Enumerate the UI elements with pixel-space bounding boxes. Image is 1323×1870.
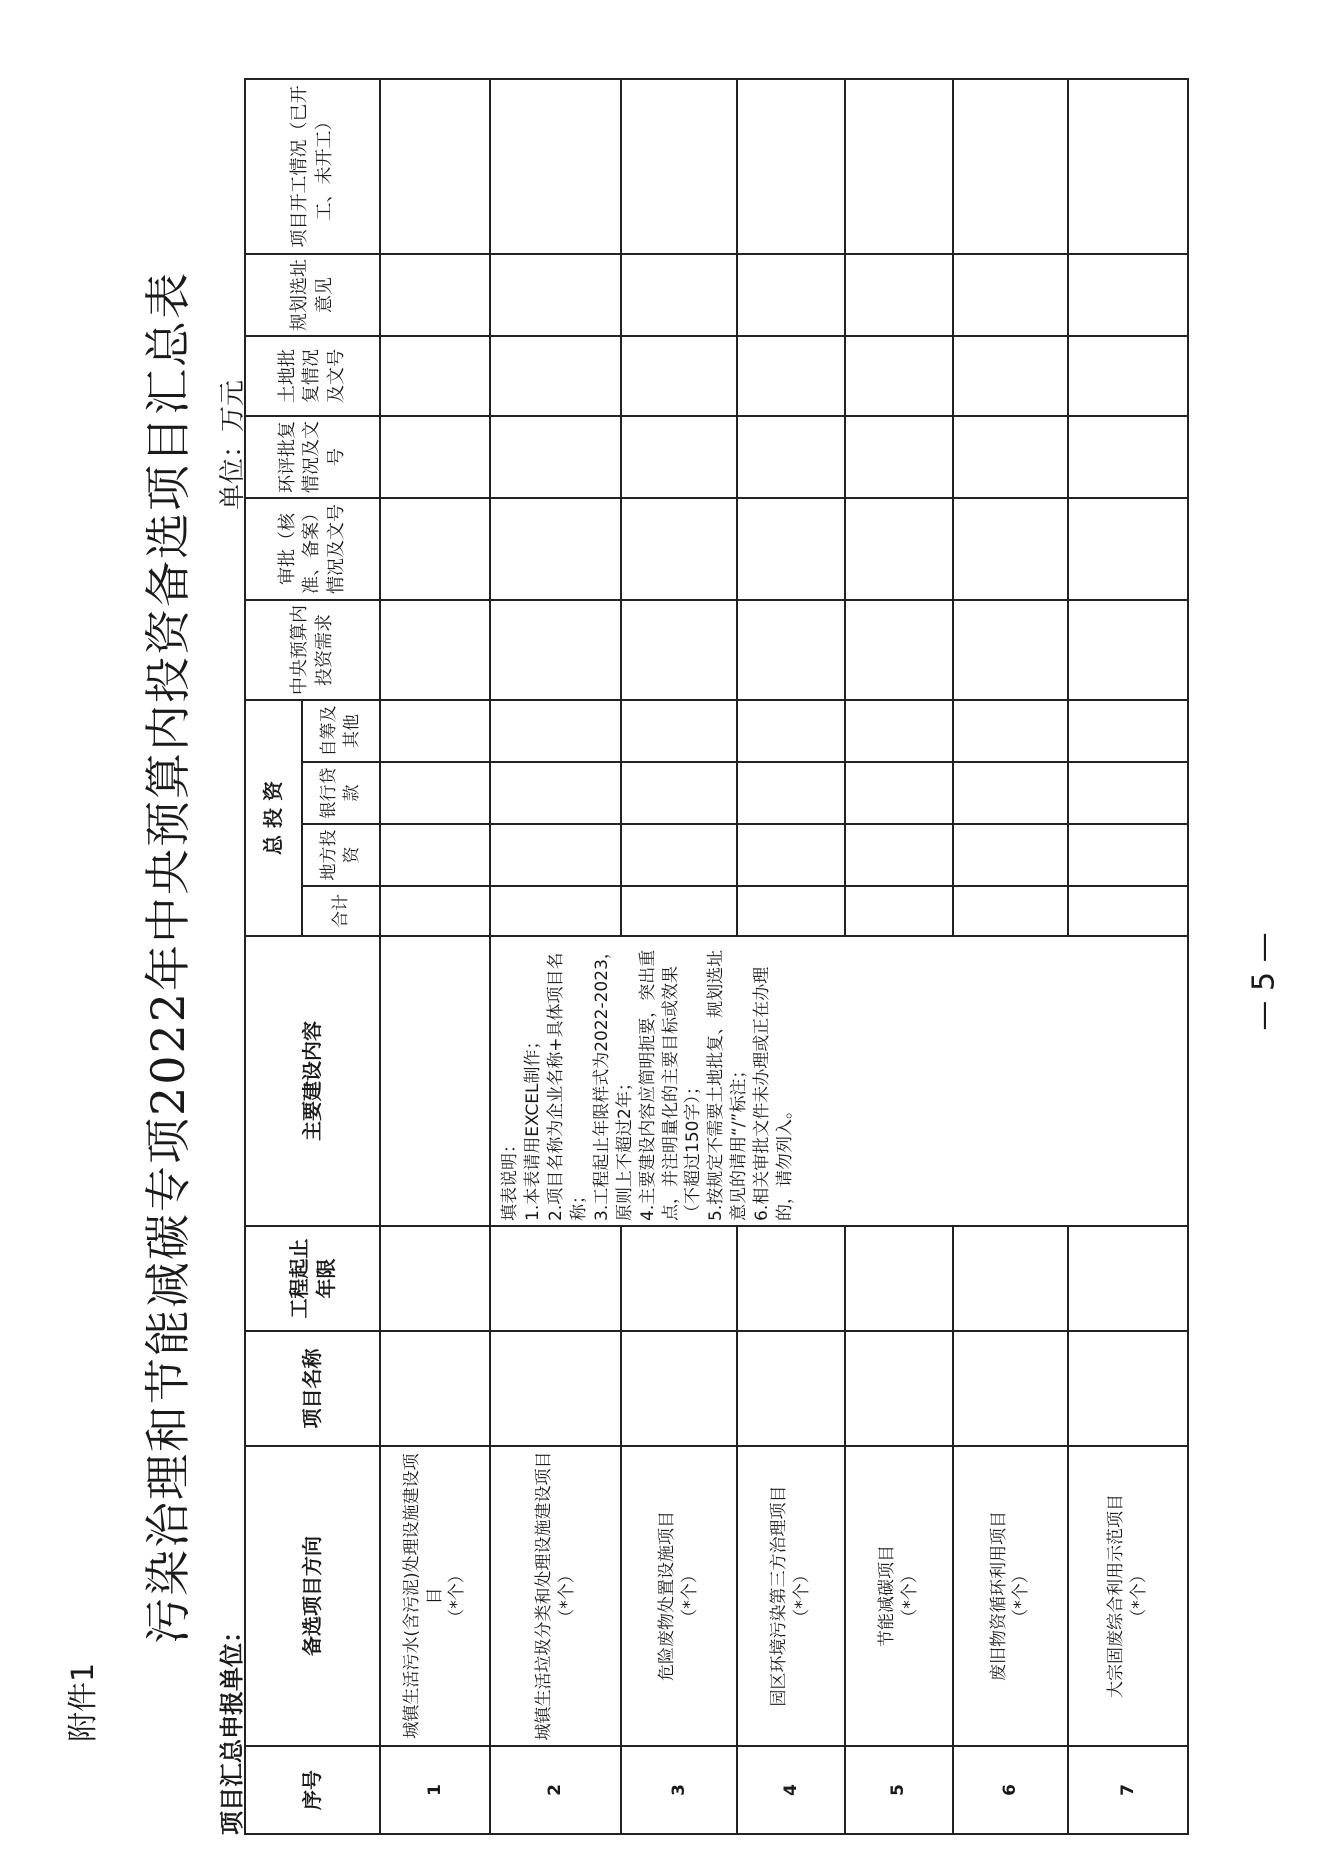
header-direction: 备选项目方向 <box>245 1446 380 1746</box>
header-land: 土地批复情况及文号 <box>245 336 380 416</box>
header-eia: 环评批复情况及文号 <box>245 416 380 498</box>
header-content: 主要建设内容 <box>245 936 380 1226</box>
rotated-sheet <box>134 80 1189 1835</box>
fill-instructions <box>490 936 1188 1226</box>
header-approval: 审批（核准、备案）情况及文号 <box>245 498 380 600</box>
row-seq: 6 <box>953 1746 1069 1834</box>
note-item: 5.按规定不需要土地批复、规划选址意见的请用“/”标注； <box>706 949 750 1221</box>
row-direction: 园区环境污染第三方治理项目 （*个） <box>737 1446 845 1746</box>
page-title: 污染治理和节能减碳专项2022年中央预算内投资备选项目汇总表 <box>141 270 195 1645</box>
header-bank: 银行贷款 <box>302 762 380 824</box>
note-item: 3.工程起止年限样式为2022-2023，原则上不超过2年； <box>591 942 635 1221</box>
note-item: 1.本表请用EXCEL制作； <box>522 1032 543 1221</box>
reporter-label: 项目汇总申报单位： <box>218 1619 246 1835</box>
row-direction: 城镇生活污水(含污泥)处理设施建设项目 （*个） <box>380 1446 490 1746</box>
header-self: 自筹及其他 <box>302 700 380 762</box>
row-direction: 城镇生活垃圾分类和处理设施建设项目 （*个） <box>490 1446 621 1746</box>
header-planning: 规划选址意见 <box>245 254 380 336</box>
table-row <box>490 79 621 1834</box>
table-row <box>380 79 490 1834</box>
note-item: 4.主要建设内容应简明扼要，突出重点，并注明量化的主要目标或效果（不超过150字）； <box>637 949 704 1221</box>
header-project-name: 项目名称 <box>245 1331 380 1446</box>
page-number: — 5 — <box>1246 932 1282 1031</box>
row-seq: 3 <box>621 1746 737 1834</box>
unit-label: 单位：万元 <box>218 380 248 511</box>
header-central: 中央预算内投资需求 <box>245 600 380 700</box>
row-seq: 2 <box>490 1746 621 1834</box>
header-seq: 序号 <box>245 1746 380 1834</box>
header-status: 项目开工情况（已开工、未开工） <box>245 79 380 254</box>
project-summary-table <box>244 78 1189 1835</box>
row-direction: 危险废物处置设施项目 （*个） <box>621 1446 737 1746</box>
row-seq: 7 <box>1068 1746 1188 1834</box>
row-seq: 4 <box>737 1746 845 1834</box>
header-local: 地方投资 <box>302 824 380 886</box>
row-direction: 大宗固废综合利用示范项目 （*个） <box>1068 1446 1188 1746</box>
header-period: 工程起止年限 <box>245 1226 380 1331</box>
row-seq: 5 <box>845 1746 953 1834</box>
note-item: 2.项目名称为企业名称+具体项目名称； <box>545 952 589 1221</box>
attachment-label: 附件1 <box>66 1662 101 1742</box>
row-seq: 1 <box>380 1746 490 1834</box>
header-total-investment: 总 投 资 <box>245 700 302 936</box>
header-total: 合计 <box>302 886 380 936</box>
row-direction: 废旧物资循环利用项目 （*个） <box>953 1446 1069 1746</box>
row-direction: 节能减碳项目 （*个） <box>845 1446 953 1746</box>
notes-heading: 填表说明： <box>499 1136 520 1221</box>
note-item: 6.相关审批文件未办理或正在办理的，请勿列入。 <box>752 966 796 1221</box>
